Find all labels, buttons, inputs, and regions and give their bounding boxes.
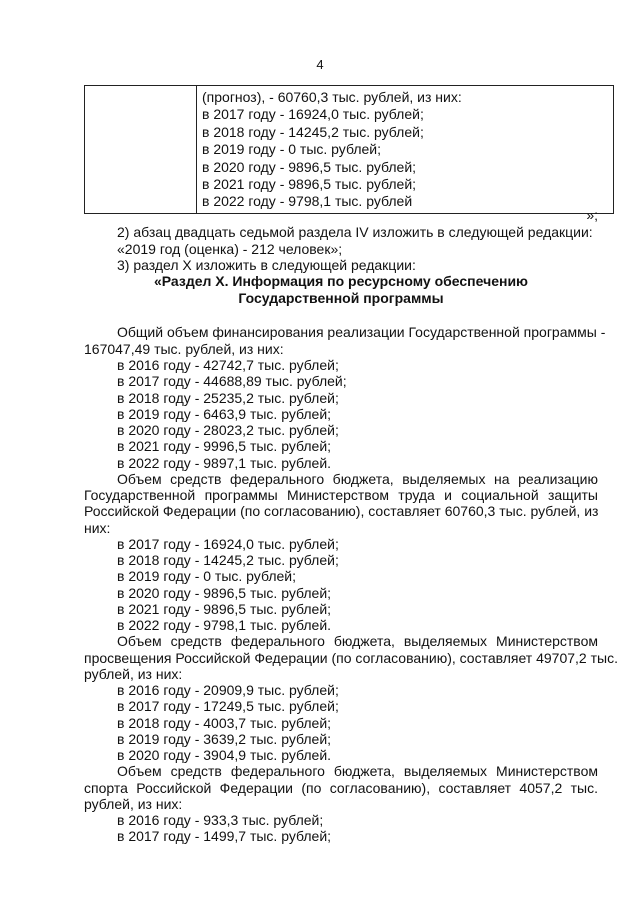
labor-paragraph-line: Объем средств федерального бюджета, выделяемых на реализацию — [117, 471, 598, 487]
year-line: в 2020 году - 9896,5 тыс. рублей; — [117, 585, 332, 601]
year-line: в 2022 году - 9897,1 тыс. рублей. — [117, 455, 332, 471]
section-title: «Раздел X. Информация по ресурсному обеспечению — [153, 273, 529, 289]
total-paragraph-line: Общий объем финансирования реализации Государственной программы - — [117, 324, 606, 340]
amendment-3-line: 3) раздел X изложить в следующей редакции: — [117, 257, 416, 273]
table-row — [85, 86, 614, 214]
total-paragraph-line: 167047,49 тыс. рублей, из них: — [84, 341, 284, 357]
year-line: в 2016 году - 20909,9 тыс. рублей; — [117, 682, 339, 698]
sport-paragraph-line: рублей, из них: — [84, 796, 183, 812]
year-line: в 2016 году - 42742,7 тыс. рублей; — [117, 357, 339, 373]
labor-paragraph-line: Российской Федерации (по согласованию), составляет 60760,3 тыс. рублей, из — [84, 503, 599, 519]
year-line: в 2016 году - 933,3 тыс. рублей; — [117, 812, 324, 828]
table-line: в 2018 году - 14245,2 тыс. рублей; — [202, 123, 424, 140]
table-line: (прогноз), - 60760,3 тыс. рублей, из них: — [202, 89, 462, 105]
amendment-2-line: 2) абзац двадцать седьмой раздела IV изложить в следующей редакции: — [117, 224, 593, 240]
funding-table — [84, 85, 614, 214]
table-cell-empty — [85, 86, 197, 214]
year-line: в 2020 году - 3904,9 тыс. рублей. — [117, 747, 332, 763]
labor-paragraph-line: Государственной программы Министерством труда и социальной защиты — [84, 487, 598, 503]
section-subtitle: Государственной программы — [238, 290, 444, 306]
table-cell-text — [197, 86, 614, 214]
education-paragraph-line: просвещения Российской Федерации (по согласованию), составляет 49707,2 тыс. — [84, 650, 618, 666]
year-line: в 2018 году - 4003,7 тыс. рублей; — [117, 715, 332, 731]
table-line: в 2017 году - 16924,0 тыс. рублей; — [202, 106, 424, 123]
page-number: 4 — [316, 57, 324, 72]
year-line: в 2017 году - 44688,89 тыс. рублей; — [117, 373, 347, 389]
year-line: в 2020 году - 28023,2 тыс. рублей; — [117, 422, 339, 438]
table-line: в 2022 году - 9798,1 тыс. рублей — [202, 193, 413, 210]
sport-paragraph-line: спорта Российской Федерации (по согласованию), составляет 4057,2 тыс. — [84, 780, 598, 796]
education-paragraph-line: Объем средств федерального бюджета, выделяемых Министерством — [117, 633, 598, 649]
year-line: в 2018 году - 14245,2 тыс. рублей; — [117, 552, 339, 568]
year-line: в 2017 году - 17249,5 тыс. рублей; — [117, 698, 339, 714]
year-line: в 2021 году - 9996,5 тыс. рублей; — [117, 438, 332, 454]
year-line: в 2017 году - 1499,7 тыс. рублей; — [117, 828, 332, 844]
table-line: в 2019 году - 0 тыс. рублей; — [202, 141, 382, 158]
table-line: в 2020 году - 9896,5 тыс. рублей; — [202, 158, 417, 175]
year-line: в 2018 году - 25235,2 тыс. рублей; — [117, 390, 339, 406]
year-line: в 2019 году - 0 тыс. рублей; — [117, 568, 297, 584]
year-line: в 2022 году - 9798,1 тыс. рублей. — [117, 617, 332, 633]
closing-quote: »; — [586, 207, 598, 223]
labor-paragraph-line: них: — [84, 520, 111, 536]
year-line: в 2017 году - 16924,0 тыс. рублей; — [117, 536, 339, 552]
year-line: в 2021 году - 9896,5 тыс. рублей; — [117, 601, 332, 617]
amendment-2-quote: «2019 год (оценка) - 212 человек»; — [117, 241, 343, 257]
table-line: в 2021 году - 9896,5 тыс. рублей; — [202, 176, 417, 193]
year-line: в 2019 году - 6463,9 тыс. рублей; — [117, 406, 332, 422]
education-paragraph-line: рублей, из них: — [84, 666, 183, 682]
sport-paragraph-line: Объем средств федерального бюджета, выделяемых Министерством — [117, 763, 598, 779]
year-line: в 2019 году - 3639,2 тыс. рублей; — [117, 731, 332, 747]
